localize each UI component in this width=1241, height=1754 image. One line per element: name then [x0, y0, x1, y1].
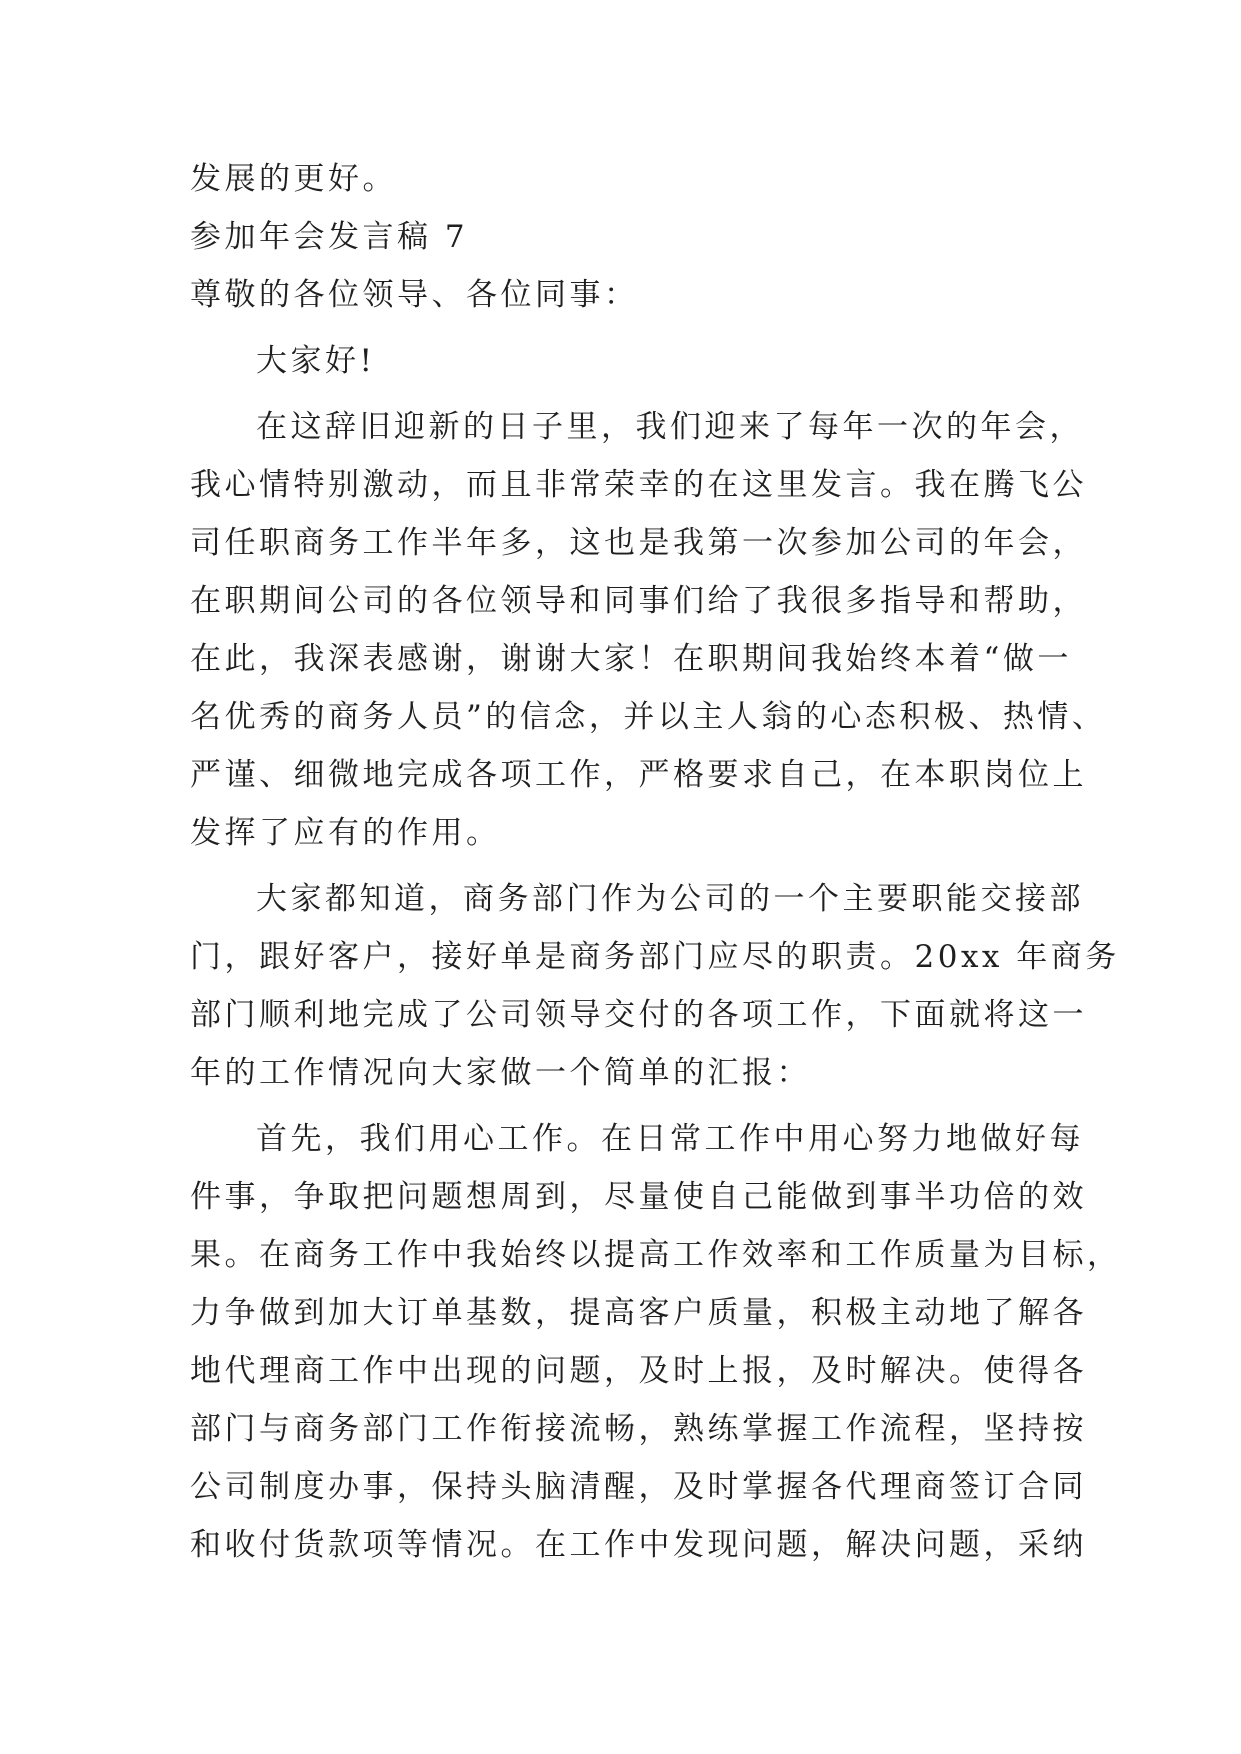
section-title: 参加年会发言稿 7: [190, 219, 469, 255]
text-line: 大家都知道，商务部门作为公司的一个主要职能交接部: [256, 881, 1084, 917]
text-line: 发挥了应有的作用。: [190, 815, 501, 851]
greeting: 大家好!: [256, 343, 376, 379]
text-line: 部门与商务部门工作衔接流畅，熟练掌握工作流程，坚持按: [190, 1411, 1087, 1447]
document-body: [190, 150, 1122, 1574]
text-line: 地代理商工作中出现的问题，及时上报，及时解决。使得各: [190, 1353, 1087, 1389]
text-line: 司任职商务工作半年多，这也是我第一次参加公司的年会，: [190, 525, 1087, 561]
text-line: 和收付货款项等情况。在工作中发现问题，解决问题，采纳: [190, 1527, 1087, 1563]
text-line: 件事，争取把问题想周到，尽量使自己能做到事半功倍的效: [190, 1179, 1087, 1215]
salutation: 尊敬的各位领导、各位同事：: [190, 277, 639, 313]
text-line: 我心情特别激动，而且非常荣幸的在这里发言。我在腾飞公: [190, 467, 1087, 503]
text-line: 严谨、细微地完成各项工作，严格要求自己，在本职岗位上: [190, 757, 1087, 793]
text-line: 在这辞旧迎新的日子里，我们迎来了每年一次的年会，: [256, 409, 1084, 445]
text-line: 首先，我们用心工作。在日常工作中用心努力地做好每: [256, 1121, 1084, 1157]
text-line: 公司制度办事，保持头脑清醒，及时掌握各代理商签订合同: [190, 1469, 1087, 1505]
text-line: 发展的更好。: [190, 161, 397, 197]
text-line: 门，跟好客户，接好单是商务部门应尽的职责。20xx 年商务: [190, 939, 1120, 975]
text-line: 名优秀的商务人员”的信念，并以主人翁的心态积极、热情、: [190, 699, 1107, 735]
text-line: 部门顺利地完成了公司领导交付的各项工作，下面就将这一: [190, 997, 1087, 1033]
text-line: 果。在商务工作中我始终以提高工作效率和工作质量为目标，: [190, 1237, 1122, 1273]
text-line: 在职期间公司的各位领导和同事们给了我很多指导和帮助，: [190, 583, 1087, 619]
text-line: 在此，我深表感谢，谢谢大家！在职期间我始终本着“做一: [190, 641, 1072, 677]
text-line: 力争做到加大订单基数，提高客户质量，积极主动地了解各: [190, 1295, 1087, 1331]
text-line: 年的工作情况向大家做一个简单的汇报：: [190, 1055, 811, 1091]
